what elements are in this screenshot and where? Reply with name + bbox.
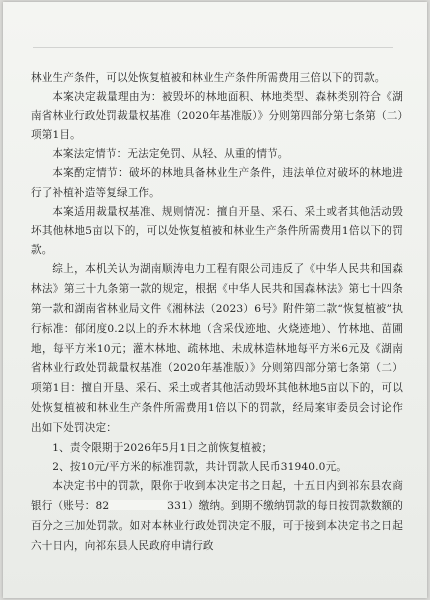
document-page (3, 2, 427, 598)
decision-item-2: 2、按10元/平方米的标准罚款，共计罚款人民币31940.0元。 (52, 461, 348, 474)
payment-text-part-1: 本决定书中的罚款，限你于收到本决定书之日起，十五日内到祁东县农商银行（账号：82 (31, 480, 403, 513)
redacted-account-number (109, 500, 167, 510)
paragraph-discretionary-circumstances: 本案酌定情节：破坏的林地具备林业生产条件，违法单位对破坏的林地进行了补植补造等复绿工作。 (31, 167, 403, 199)
paragraph-benchmark-rules: 本案适用裁量权基准、规则情况：擅自开垦、采石、采土或者其他活动毁坏其他林地5亩以下的，可以处恢复植被和林业生产条件所需费用1倍以下的罚款。 (31, 205, 403, 256)
paragraph-discretion-reason: 本案决定裁量理由为：被毁坏的林地面积、林地类型、森林类别符合《湖南省林业行政处罚裁量权基准（2020年基准版）》分则第四部分第七条第（二）项第1目。 (31, 91, 403, 142)
paragraph-fine-continuation: 林业生产条件，可以处恢复植被和林业生产条件所需费用三倍以下的罚款。 (31, 72, 386, 84)
payment-text-part-2: 331）缴纳。到期不缴纳罚款的每日按罚款数额的百分之三加处罚款。如对本林业行政处罚决定不服，可于接到本决定书之日起六十日内，向祁东县人民政府申请行政 (31, 500, 403, 552)
document-body (31, 69, 403, 557)
paragraph-payment-instructions (31, 477, 403, 557)
decision-item-1: 1、责令限期于2026年5月1日之前恢复植被； (52, 442, 273, 455)
scan-artifact-line (33, 47, 393, 48)
paragraph-statutory-circumstances: 本案法定情节：无法定免罚、从轻、从重的情节。 (52, 148, 289, 161)
paragraph-conclusion: 综上，本机关认为湖南顺涛电力工程有限公司违反了《中华人民共和国森林法》第三十九条第一款的规定，根据《中华人民共和国森林法》第七十四条第一款和湖南省林业局文件《湘林法（2023）6号》附件第二款“恢复植被”执行标准：郁闭度0.2以上的乔木林地（含采伐迹地、火烧迹地）、竹林地、苗圃地，每平方米10元；灌木林地、疏林地、未成林造林地每平方米6元及《湖南省林业行政处罚裁量权基准（2020年基准版）》分则第四部分第七条第（二）项第1目：擅自开垦、采石、采土或者其他活动毁坏其他林地5亩以下的，可以处恢复植被和林业生产条件所需费用1倍以下的罚款，经局案审委员会讨论作出如下处罚决定： (31, 262, 403, 435)
